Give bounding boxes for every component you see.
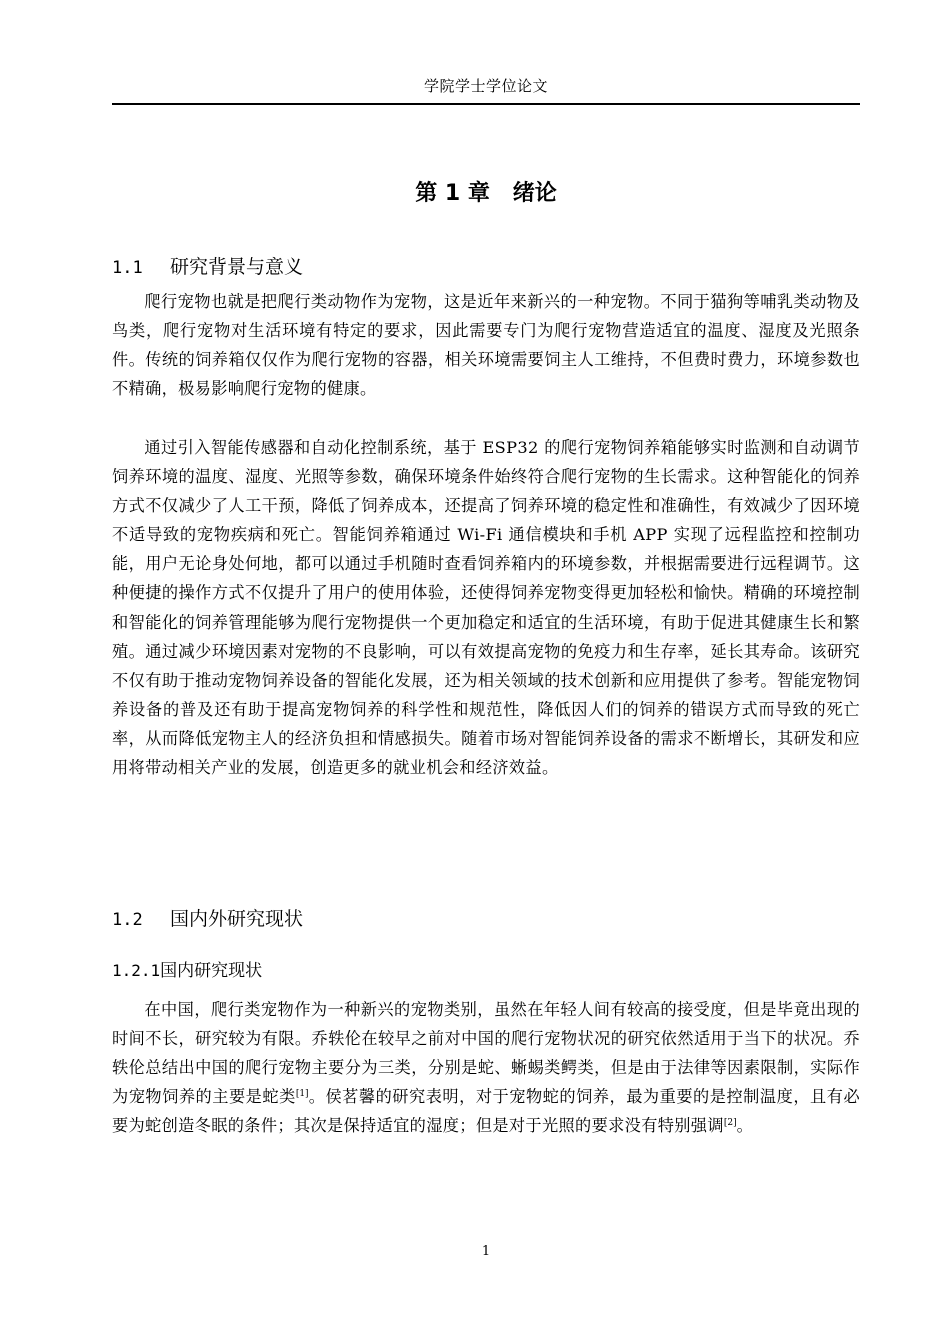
citation-ref-1[interactable]: [1]	[295, 1089, 309, 1100]
paragraph-text: 。侯茗馨的研究表明，对于宠物蛇的饲养，最为重要的是控制温度，且有必要为蛇创造冬眠的条件；其次是保持适宜的湿度；但是对于光照的要求没有特别强调	[112, 1087, 860, 1136]
section-number: 1.2	[112, 910, 143, 930]
subsection-number: 1.2.1	[112, 961, 161, 980]
body-paragraph: 爬行宠物也就是把爬行类动物作为宠物，这是近年来新兴的一种宠物。不同于猫狗等哺乳类动物及鸟类，爬行宠物对生活环境有特定的要求，因此需要专门为爬行宠物营造适宜的温度、湿度及光照条件。传统的饲养箱仅仅作为爬行宠物的容器，相关环境需要饲主人工维持，不但费时费力，环境参数也不精确，极易影响爬行宠物的健康。	[112, 292, 860, 399]
running-header: 学院学士学位论文	[423, 77, 548, 95]
chapter-title: 第 1 章 绪论	[415, 181, 557, 206]
section-title-text: 研究背景与意义	[170, 256, 304, 278]
section-heading-1-2	[112, 904, 860, 935]
page-number: 1	[481, 1244, 491, 1259]
header-rule	[112, 103, 860, 105]
section-number: 1.1	[112, 258, 143, 278]
subsection-title-text: 国内研究现状	[160, 961, 263, 981]
body-paragraph: 通过引入智能传感器和自动化控制系统，基于 ESP32 的爬行宠物饲养箱能够实时监测和自动调节饲养环境的温度、湿度、光照等参数，确保环境条件始终符合爬行宠物的生长需求。这种智能化的饲养方式不仅减少了人工干预，降低了饲养成本，还提高了饲养环境的稳定性和准确性，有效减少了因环境不适导致的宠物疾病和死亡。智能饲养箱通过 Wi-Fi 通信模块和手机 APP 实现了远程监控和控制功能，用户无论身处何地，都可以通过手机随时查看饲养箱内的环境参数，并根据需要进行远程调节。这种便捷的操作方式不仅提升了用户的使用体验，还使得饲养宠物变得更加轻松和愉快。精确的环境控制和智能化的饲养管理能够为爬行宠物提供一个更加稳定和适宜的生活环境，有助于促进其健康生长和繁殖。通过减少环境因素对宠物的不良影响，可以有效提高宠物的免疫力和生存率，延长其寿命。该研究不仅有助于推动宠物饲养设备的智能化发展，还为相关领域的技术创新和应用提供了参考。智能宠物饲养设备的普及还有助于提高宠物饲养的科学性和规范性，降低因人们的饲养的错误方式而导致的死亡率，从而降低宠物主人的经济负担和情感损失。随着市场对智能饲养设备的需求不断增长，其研发和应用将带动相关产业的发展，创造更多的就业机会和经济效益。	[112, 438, 860, 778]
paragraph-text: 。	[736, 1116, 754, 1136]
section-title-text: 国内外研究现状	[170, 908, 304, 930]
subsection-heading-1-2-1	[112, 957, 860, 985]
citation-ref-2[interactable]: [2]	[723, 1118, 737, 1129]
paragraph-text: 在中国，爬行类宠物作为一种新兴的宠物类别，虽然在年轻人间有较高的接受度，但是毕竟出现的时间不长，研究较为有限。乔轶伦在较早之前对中国的爬行宠物状况的研究依然适用于当下的状况。乔轶伦总结出中国的爬行宠物主要分为三类，分别是蛇、蜥蜴类鳄类，但是由于法律等因素限制，实际作为宠物饲养的主要是蛇类	[112, 1000, 860, 1107]
section-heading-1-1	[112, 252, 860, 283]
body-paragraph	[112, 995, 860, 1140]
